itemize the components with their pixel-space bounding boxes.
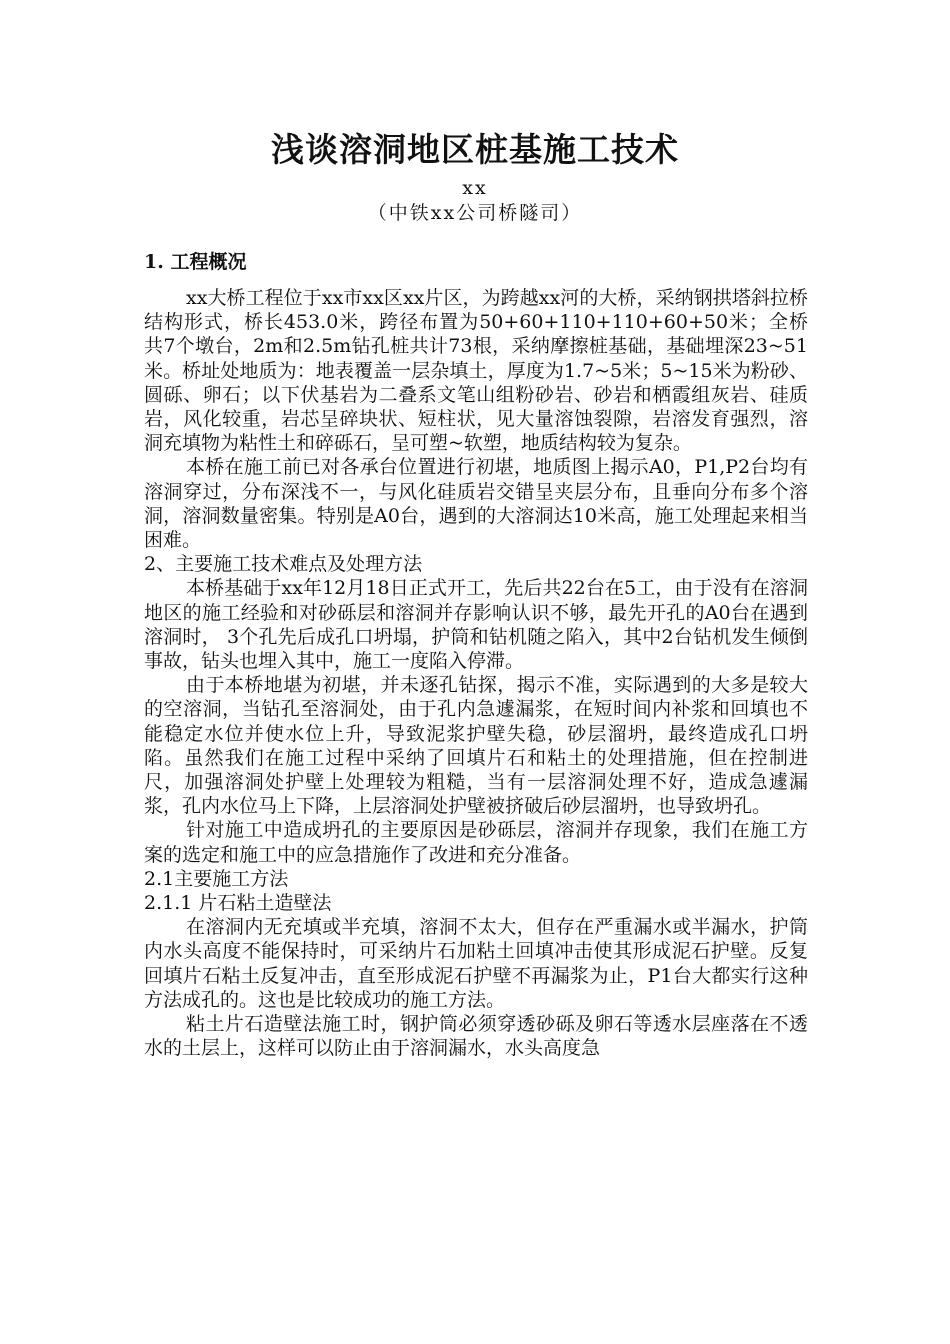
document-title: 浅谈溶洞地区桩基施工技术 [271, 130, 679, 169]
subsection-heading: 2.1.1 片石粘土造壁法 [144, 892, 332, 915]
paragraph: 本桥基础于xx年12月18日正式开工，先后共22台在5工，由于没有在溶洞地区的施工经验和对砂砾层和溶洞并存影响认识不够，最先开孔的A0台在遇到溶洞时， 3个孔先后成孔口坍塌，护筒和钻机随之陷入，其中2台钻机发生倾倒事故，钻头也埋入其中，施工一度陷入停滞。 [144, 577, 808, 673]
paragraph: 由于本桥地堪为初堪，并未逐孔钻探，揭示不准，实际遇到的大多是较大的空溶洞，当钻孔至溶洞处，由于孔内急遽漏浆，在短时间内补浆和回填也不能稳定水位并使水位上升，导致泥浆护壁失稳，砂层溜坍，最终造成孔口坍陷。虽然我们在施工过程中采纳了回填片石和粘土的处理措施，但在控制进尺，加强溶洞处护壁上处理较为粗糙，当有一层溶洞处理不好，造成急遽漏浆，孔内水位马上下降，上层溶洞处护壁被挤破后砂层溜坍，也导致坍孔。 [144, 674, 808, 818]
paragraph: 粘土片石造壁法施工时，钢护筒必须穿透砂砾及卵石等透水层座落在不透水的土层上，这样可以防止由于溶洞漏水，水头高度急 [144, 1013, 808, 1060]
subsection-heading: 2.1主要施工方法 [144, 867, 289, 890]
document-author: xx [462, 177, 488, 199]
section-heading: 2、主要施工技术难点及处理方法 [144, 553, 423, 576]
section-heading: 1. 工程概况 [144, 251, 247, 273]
document-affiliation: （中铁xx公司桥隧司） [367, 202, 583, 224]
paragraph: 在溶洞内无充填或半充填，溶洞不太大，但存在严重漏水或半漏水，护筒内水头高度不能保持时，可采纳片石加粘土回填冲击使其形成泥石护壁。反复回填片石粘土反复冲击，直至形成泥石护壁不再漏浆为止，P1台大都实行这种方法成孔的。这也是比较成功的施工方法。 [144, 916, 808, 1011]
paragraph: 本桥在施工前已对各承台位置进行初堪，地质图上揭示A0，P1,P2台均有溶洞穿过，分布深浅不一，与风化硅质岩交错呈夹层分布，且垂向分布多个溶洞，溶洞数量密集。特别是A0台，遇到的大溶洞达10米高，施工处理起来相当困难。 [144, 456, 808, 552]
document-body [144, 250, 808, 1061]
paragraph: xx大桥工程位于xx市xx区xx片区，为跨越xx河的大桥，采纳钢拱塔斜拉桥结构形式，桥长453.0米，跨径布置为50+60+110+110+60+50米；全桥共7个墩台，2m和2.5m钻孔桩共计73根，采纳摩擦桩基础，基础埋深23~51米。桥址处地质为：地表覆盖一层杂填土，厚度为1.7~5米；5~15米为粉砂、圆砾、卵石；以下伏基岩为二叠系文笔山组粉砂岩、砂岩和栖霞组灰岩、硅质岩，风化较重，岩芯呈碎块状、短柱状，见大量溶蚀裂隙，岩溶发育强烈，溶洞充填物为粘性土和碎砾石，呈可塑~软塑，地质结构较为复杂。 [144, 287, 808, 455]
paragraph: 针对施工中造成坍孔的主要原因是砂砾层，溶洞并存现象，我们在施工方案的选定和施工中的应急措施作了改进和充分准备。 [144, 819, 808, 866]
